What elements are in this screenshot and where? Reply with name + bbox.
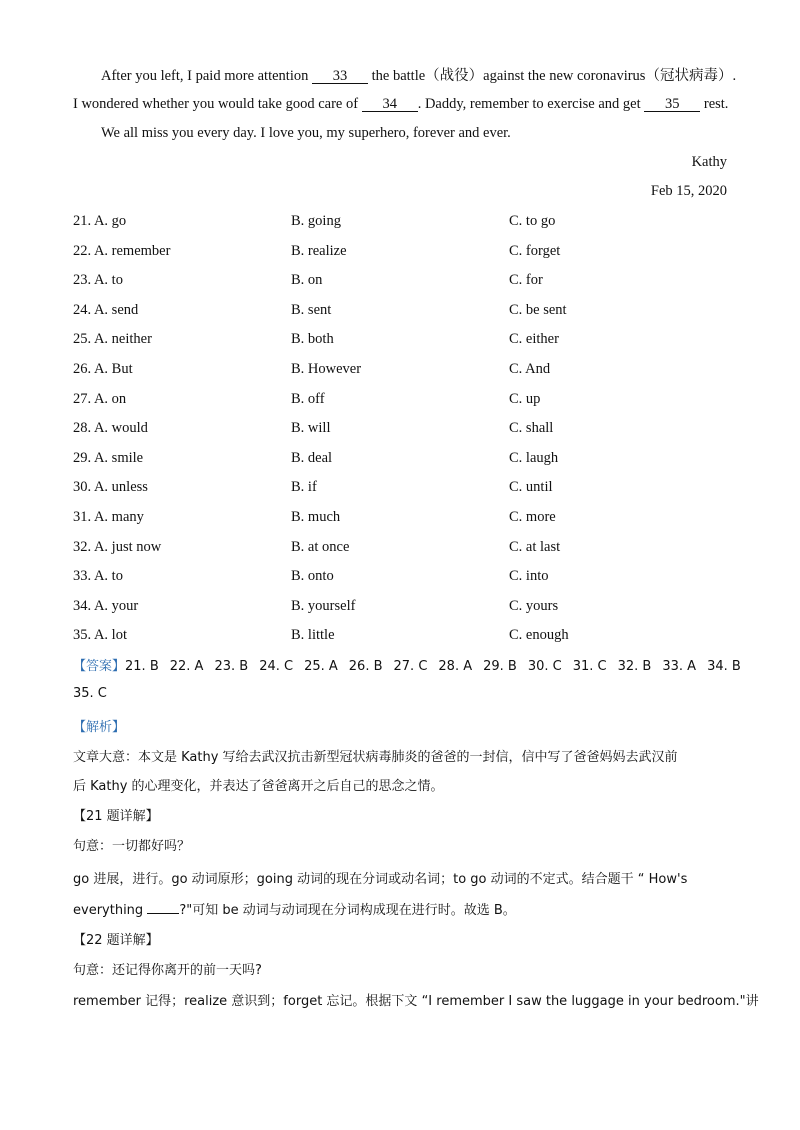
- option-b: B. sent: [291, 301, 332, 318]
- option-c: C. yours: [509, 597, 559, 614]
- option-c: C. at last: [509, 538, 561, 555]
- passage-text: After you left, I paid more attention: [101, 68, 309, 84]
- option-row: [73, 568, 733, 588]
- option-row: [73, 272, 733, 292]
- option-b: B. both: [291, 331, 334, 348]
- option-c: C. to go: [509, 213, 556, 229]
- answer-last: 35. C: [73, 686, 107, 701]
- option-a: 26. A. But: [73, 361, 133, 377]
- option-a: 22. A. remember: [73, 242, 171, 259]
- answer-item: 27. C: [393, 659, 428, 674]
- option-a: 23. A. to: [73, 272, 123, 289]
- option-row: [73, 361, 733, 381]
- q21-explanation-2: [73, 899, 516, 918]
- passage-text: rest.: [703, 96, 729, 112]
- summary-line-2: 后 Kathy 的心理变化，并表达了爸爸离开之后自己的思念之情。: [73, 779, 444, 794]
- answer-item: 28. A: [438, 659, 473, 674]
- option-a: 27. A. on: [73, 390, 127, 407]
- option-a: 34. A. your: [73, 597, 139, 614]
- answer-item: 31. C: [572, 659, 607, 674]
- option-row: [73, 479, 733, 499]
- option-row: [73, 391, 733, 411]
- option-b: B. going: [291, 213, 341, 229]
- option-c: C. And: [509, 361, 551, 377]
- option-row: [73, 243, 733, 263]
- passage-text: . Daddy, remember to exercise and get: [417, 96, 641, 112]
- passage-text: the battle（战役）against the new coronavirus（冠状病毒）.: [371, 68, 737, 84]
- option-b: B. deal: [291, 449, 333, 466]
- answer-item: 33. A: [662, 659, 697, 674]
- q21-title: 【21 题详解】: [73, 809, 159, 824]
- passage-text: I wondered whether you would take good care of: [73, 96, 359, 112]
- answer-label: 【答案】: [73, 659, 126, 674]
- letter-date: Feb 15, 2020: [650, 183, 727, 199]
- q21-text: ?"可知 be 动词与动词现在分词构成现在进行时。故选 B。: [179, 903, 516, 918]
- option-a: 33. A. to: [73, 568, 123, 585]
- answer-items: [125, 659, 752, 674]
- option-c: C. be sent: [509, 301, 567, 318]
- option-c: C. forget: [509, 242, 561, 259]
- passage-line-2: [73, 96, 728, 113]
- option-a: 28. A. would: [73, 420, 148, 437]
- answer-item: 26. B: [348, 659, 383, 674]
- option-row: [73, 331, 733, 351]
- option-a: 25. A. neither: [73, 331, 152, 348]
- option-b: B. yourself: [291, 597, 356, 614]
- option-a: 31. A. many: [73, 509, 144, 525]
- blank-33: 33: [312, 69, 368, 84]
- option-row: [73, 627, 733, 647]
- option-row: [73, 302, 733, 322]
- option-c: C. more: [509, 509, 556, 525]
- option-c: C. laugh: [509, 449, 559, 466]
- passage-line-1: [101, 64, 736, 85]
- option-row: [73, 420, 733, 440]
- option-c: C. for: [509, 272, 543, 289]
- signature: Kathy: [691, 154, 727, 170]
- option-row: [73, 450, 733, 470]
- answer-item: 22. A: [169, 659, 204, 674]
- option-b: B. little: [291, 627, 335, 644]
- option-row: [73, 598, 733, 618]
- q22-meaning: 句意：还记得你离开的前一天吗?: [73, 963, 262, 978]
- option-a: 24. A. send: [73, 301, 139, 318]
- option-a: 32. A. just now: [73, 538, 162, 555]
- option-b: B. will: [291, 420, 331, 437]
- option-b: B. if: [291, 479, 317, 496]
- option-a: 30. A. unless: [73, 479, 148, 496]
- blank-35: 35: [644, 97, 700, 112]
- q22-explanation-1: remember 记得；realize 意识到；forget 忘记。根据下文 “I remember I saw the luggage in your bedroom."讲: [73, 994, 759, 1009]
- analysis-label: 【解析】: [73, 720, 126, 735]
- answer-item: 34. B: [707, 659, 741, 674]
- option-b: B. onto: [291, 568, 334, 585]
- q22-title: 【22 题详解】: [73, 933, 159, 948]
- option-c: C. enough: [509, 627, 569, 644]
- option-b: B. off: [291, 390, 325, 407]
- option-c: C. up: [509, 390, 541, 407]
- q21-text: everything: [73, 903, 144, 918]
- answer-item: 25. A: [304, 659, 338, 674]
- option-a: 29. A. smile: [73, 449, 144, 466]
- option-row: [73, 213, 733, 233]
- option-b: B. much: [291, 509, 341, 525]
- option-c: C. into: [509, 568, 549, 585]
- underline-blank: [147, 901, 179, 914]
- option-a: 21. A. go: [73, 213, 127, 229]
- option-b: B. realize: [291, 242, 347, 259]
- answer-item: 24. C: [259, 659, 294, 674]
- option-c: C. shall: [509, 420, 554, 437]
- option-a: 35. A. lot: [73, 627, 127, 644]
- answer-item: 23. B: [214, 659, 249, 674]
- q21-explanation-1: go 进展，进行。go 动词原形；going 动词的现在分词或动名词；to go 动词的不定式。结合题干 “ How's: [73, 872, 688, 887]
- summary-line-1: 文章大意：本文是 Kathy 写给去武汉抗击新型冠状病毒肺炎的爸爸的一封信，信中写了爸爸妈妈去武汉前: [73, 750, 678, 765]
- answer-item: 32. B: [617, 659, 652, 674]
- option-row: [73, 539, 733, 559]
- answer-item: 21. B: [125, 659, 159, 674]
- option-c: C. either: [509, 331, 559, 348]
- option-b: B. at once: [291, 538, 350, 555]
- answer-item: 30. C: [527, 659, 562, 674]
- option-row: [73, 509, 733, 529]
- answer-line: [73, 655, 752, 674]
- option-b: B. on: [291, 272, 323, 289]
- option-c: C. until: [509, 479, 553, 496]
- option-b: B. However: [291, 361, 362, 377]
- passage-line-3: We all miss you every day. I love you, my superhero, forever and ever.: [101, 125, 511, 141]
- blank-34: 34: [362, 97, 418, 112]
- answer-item: 29. B: [483, 659, 517, 674]
- q21-meaning: 句意：一切都好吗？: [73, 839, 191, 854]
